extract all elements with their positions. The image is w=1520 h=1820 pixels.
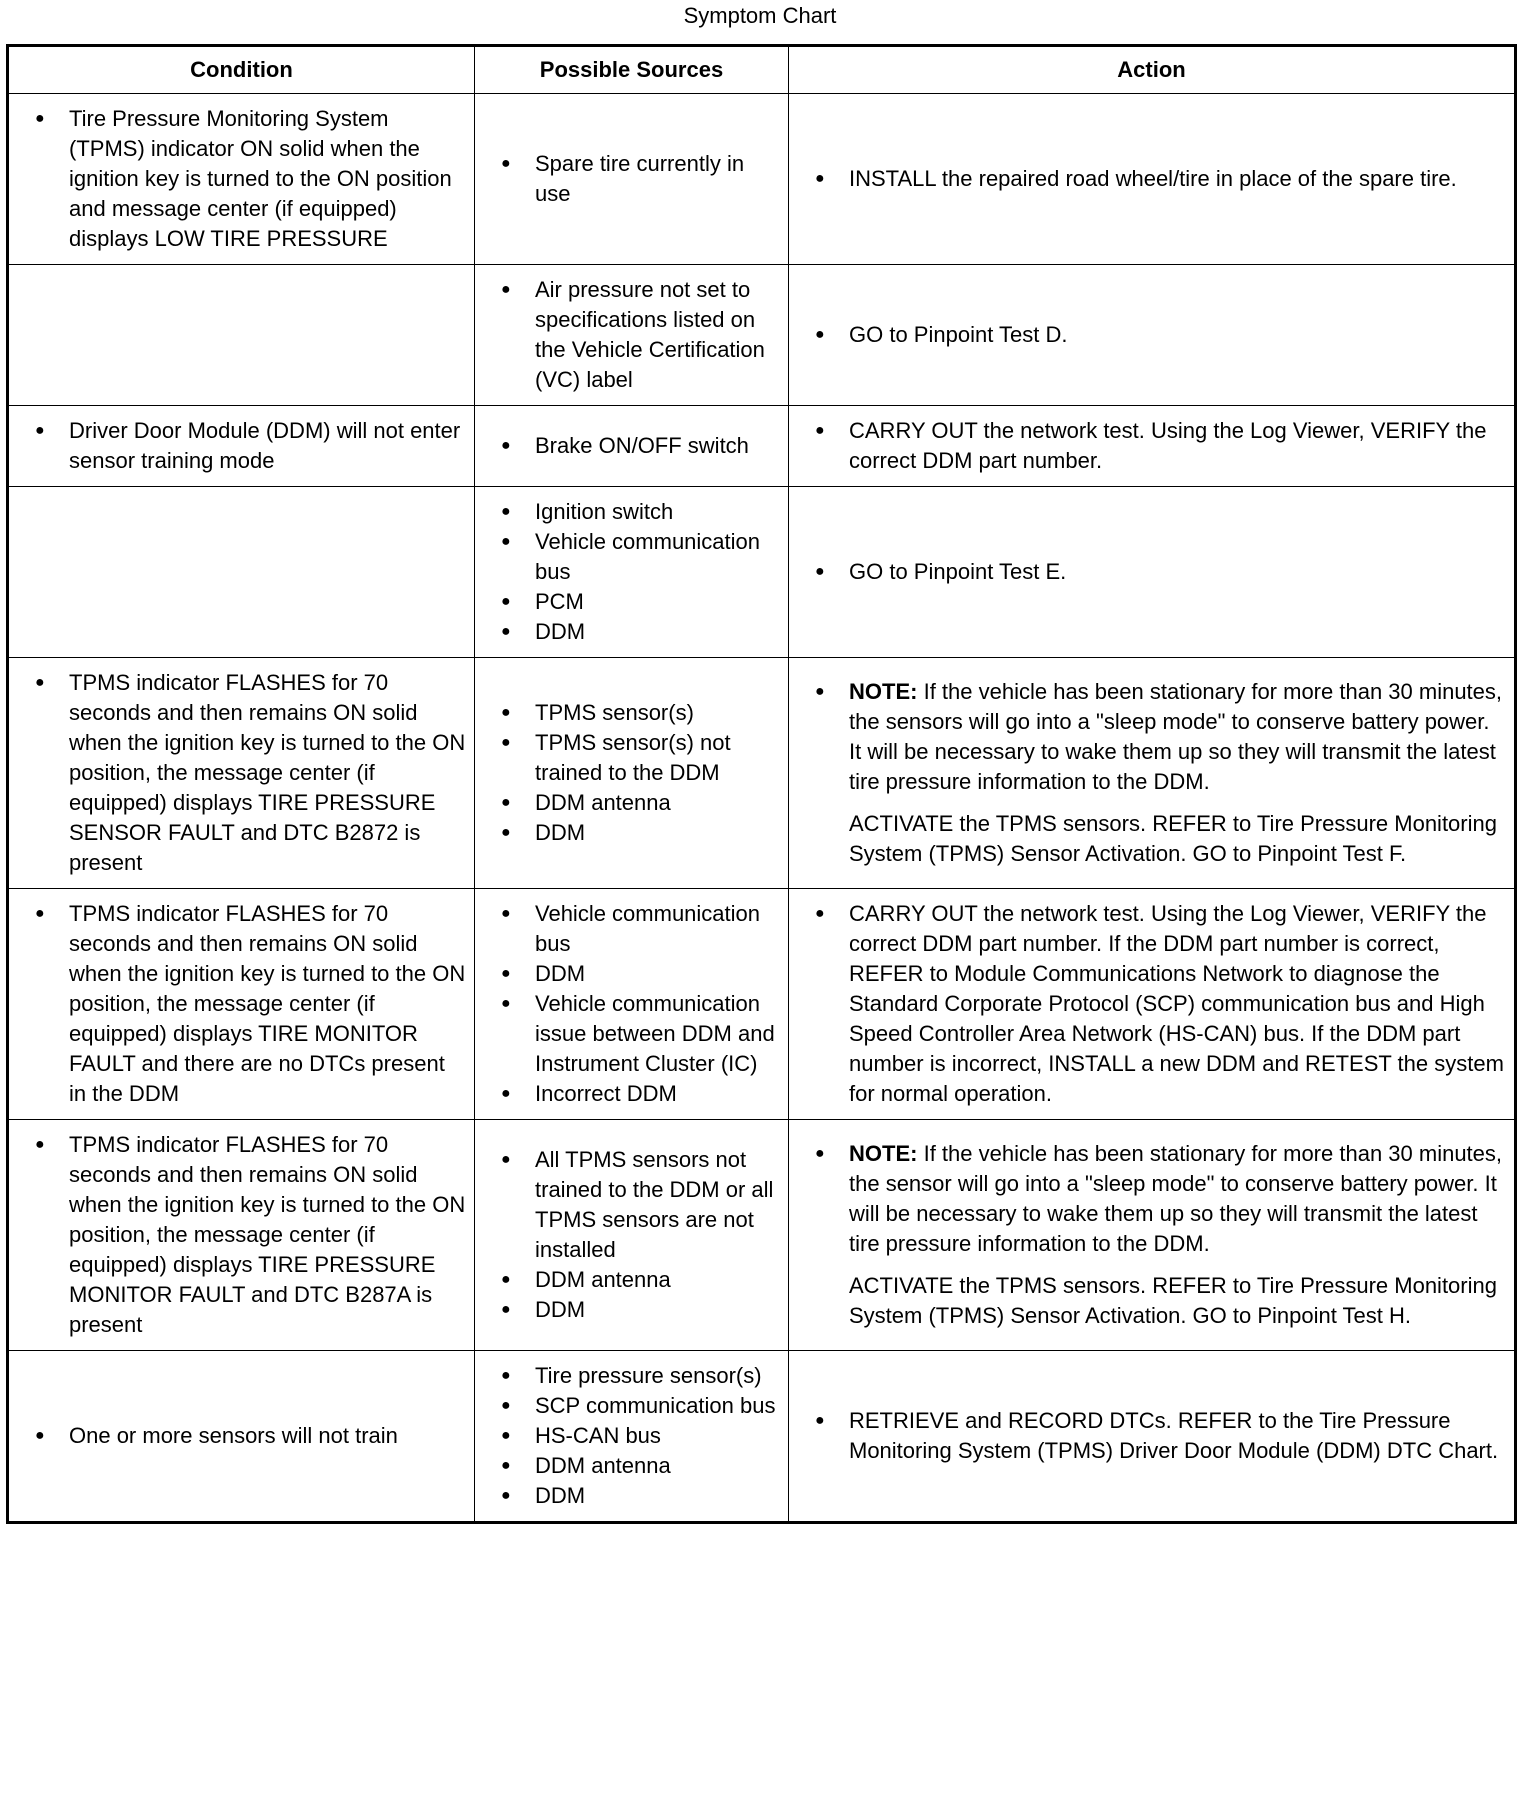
condition-cell: [8, 658, 475, 889]
action-cell: [789, 1120, 1516, 1351]
action-body: INSTALL the repaired road wheel/tire in place of the spare tire.: [849, 166, 1457, 191]
table-row: [8, 658, 1516, 889]
condition-text: ● Driver Door Module (DDM) will not enter sensor training mode: [29, 416, 466, 476]
source-item: ● Tire pressure sensor(s): [495, 1361, 780, 1391]
source-item: ● DDM: [495, 1295, 780, 1325]
header-action: Action: [789, 46, 1516, 94]
action-cell: [789, 406, 1516, 487]
table-row: [8, 94, 1516, 265]
action-cell: [789, 94, 1516, 265]
sources-cell: [475, 1120, 789, 1351]
source-item: ● TPMS sensor(s) not trained to the DDM: [495, 728, 780, 788]
sources-cell: [475, 406, 789, 487]
sources-cell: [475, 265, 789, 406]
action-body: If the vehicle has been stationary for more than 30 minutes, the sensors will go into a "sleep mode" to conserve battery power. It will be necessary to wake them up so they will transmit the latest tire pressure information to the DDM.: [849, 679, 1503, 794]
header-row: [8, 46, 1516, 94]
source-item: ● DDM antenna: [495, 788, 780, 818]
action-text: [809, 899, 1506, 1109]
action-body: If the vehicle has been stationary for more than 30 minutes, the sensor will go into a "sleep mode" to conserve battery power. It will be necessary to wake them up so they will transmit the latest tire pressure information to the DDM.: [849, 1141, 1503, 1256]
sources-cell: [475, 487, 789, 658]
action-followup: ACTIVATE the TPMS sensors. REFER to Tire Pressure Monitoring System (TPMS) Sensor Activation. GO to Pinpoint Test H.: [849, 1273, 1497, 1328]
source-item: ● DDM: [495, 617, 780, 647]
note-label: NOTE:: [849, 1141, 918, 1166]
condition-text: ● TPMS indicator FLASHES for 70 seconds and then remains ON solid when the ignition key is turned to the ON position, the message center (if equipped) displays TIRE PRESSURE MONITOR FAULT and DTC B287A is present: [29, 1130, 466, 1340]
sources-cell: [475, 94, 789, 265]
sources-cell: [475, 1351, 789, 1523]
source-item: ● DDM antenna: [495, 1451, 780, 1481]
source-item: ● Brake ON/OFF switch: [495, 431, 780, 461]
action-cell: [789, 1351, 1516, 1523]
table-row: [8, 265, 1516, 406]
table-row: [8, 1351, 1516, 1523]
source-item: ● DDM: [495, 818, 780, 848]
source-item: ● PCM: [495, 587, 780, 617]
header-sources: Possible Sources: [475, 46, 789, 94]
action-cell: [789, 658, 1516, 889]
action-text: [809, 1406, 1506, 1466]
page-title: Symptom Chart: [683, 3, 837, 28]
action-text: [809, 1139, 1506, 1259]
condition-text: ● TPMS indicator FLASHES for 70 seconds and then remains ON solid when the ignition key is turned to the ON position, the message center (if equipped) displays TIRE MONITOR FAULT and there are no DTCs present in the DDM: [29, 899, 466, 1109]
source-item: ● Vehicle communication bus: [495, 899, 780, 959]
source-item: ● Air pressure not set to specifications listed on the Vehicle Certification (VC) label: [495, 275, 780, 395]
source-item: ● Ignition switch: [495, 497, 780, 527]
sources-cell: [475, 889, 789, 1120]
condition-cell: [8, 94, 475, 265]
header-condition: Condition: [8, 46, 475, 94]
condition-cell: [8, 1351, 475, 1523]
action-text: [809, 677, 1506, 797]
source-item: ● DDM: [495, 1481, 780, 1511]
source-item: ● Spare tire currently in use: [495, 149, 780, 209]
condition-cell: [8, 406, 475, 487]
action-text: [809, 416, 1506, 476]
source-item: ● TPMS sensor(s): [495, 698, 780, 728]
action-text: [809, 557, 1506, 587]
condition-cell: [8, 1120, 475, 1351]
source-item: ● DDM: [495, 959, 780, 989]
condition-text: ● One or more sensors will not train: [29, 1421, 466, 1451]
table-row: [8, 487, 1516, 658]
condition-cell: [8, 487, 475, 658]
sources-cell: [475, 658, 789, 889]
action-body: GO to Pinpoint Test D.: [849, 322, 1068, 347]
source-item: ● Incorrect DDM: [495, 1079, 780, 1109]
source-item: ● All TPMS sensors not trained to the DDM or all TPMS sensors are not installed: [495, 1145, 780, 1265]
source-item: ● SCP communication bus: [495, 1391, 780, 1421]
source-item: ● HS-CAN bus: [495, 1421, 780, 1451]
action-text: [809, 164, 1506, 194]
note-label: NOTE:: [849, 679, 918, 704]
source-item: ● Vehicle communication bus: [495, 527, 780, 587]
symptom-table: [6, 44, 1517, 1524]
condition-cell: [8, 265, 475, 406]
action-cell: [789, 487, 1516, 658]
table-row: [8, 1120, 1516, 1351]
source-item: ● Vehicle communication issue between DDM and Instrument Cluster (IC): [495, 989, 780, 1079]
action-body: CARRY OUT the network test. Using the Log Viewer, VERIFY the correct DDM part number. If the DDM part number is correct, REFER to Module Communications Network to diagnose the Standard Corporate Protocol (SCP) communication bus and High Speed Controller Area Network (HS-CAN) bus. If the DDM part number is incorrect, INSTALL a new DDM and RETEST the system for normal operation.: [849, 901, 1504, 1106]
table-row: [8, 889, 1516, 1120]
action-body: CARRY OUT the network test. Using the Log Viewer, VERIFY the correct DDM part number.: [849, 418, 1487, 473]
source-item: ● DDM antenna: [495, 1265, 780, 1295]
condition-cell: [8, 889, 475, 1120]
condition-text: ● TPMS indicator FLASHES for 70 seconds and then remains ON solid when the ignition key is turned to the ON position, the message center (if equipped) displays TIRE PRESSURE SENSOR FAULT and DTC B2872 is present: [29, 668, 466, 878]
action-followup: ACTIVATE the TPMS sensors. REFER to Tire Pressure Monitoring System (TPMS) Sensor Activation. GO to Pinpoint Test F.: [849, 811, 1497, 866]
action-body: GO to Pinpoint Test E.: [849, 559, 1067, 584]
action-text: [809, 320, 1506, 350]
action-body: RETRIEVE and RECORD DTCs. REFER to the Tire Pressure Monitoring System (TPMS) Driver Door Module (DDM) DTC Chart.: [849, 1408, 1499, 1463]
action-cell: [789, 265, 1516, 406]
table-row: [8, 406, 1516, 487]
condition-text: ● Tire Pressure Monitoring System (TPMS) indicator ON solid when the ignition key is turned to the ON position and message center (if equipped) displays LOW TIRE PRESSURE: [29, 104, 466, 254]
action-cell: [789, 889, 1516, 1120]
